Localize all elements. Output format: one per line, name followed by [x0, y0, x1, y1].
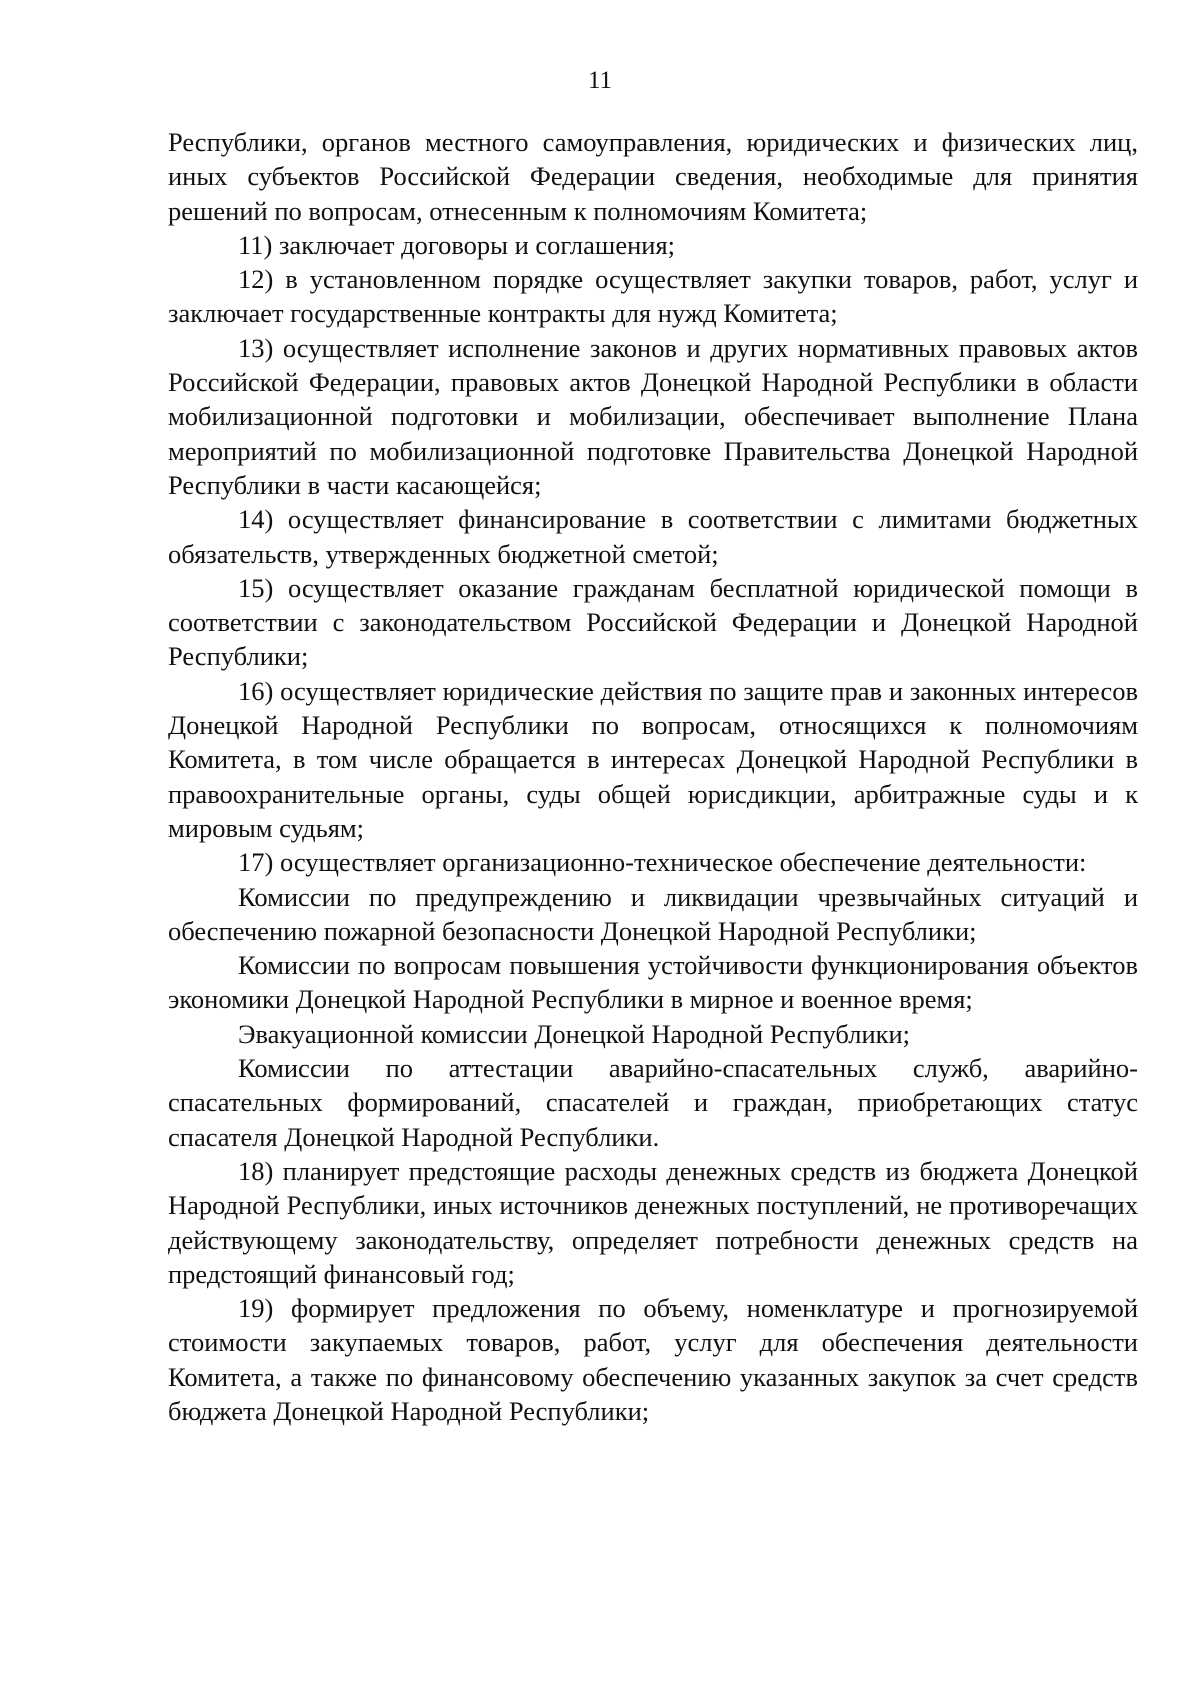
paragraph-item-13: 13) осуществляет исполнение законов и других нормативных правовых актов Российской Федерации, правовых актов Донецкой Народной Республики в области мобилизационной подготовки и мобилизации, обеспечивает выполнение Плана мероприятий по мобилизационной подготовке Правительства Донецкой Народной Республики в части касающейся;	[168, 332, 1138, 500]
document-body	[168, 125, 1138, 1428]
paragraph-commission-stability: Комиссии по вопросам повышения устойчивости функционирования объектов экономики Донецкой Народной Республики в мирное и военное время;	[168, 950, 1138, 1015]
paragraph-commission-attestation: Комиссии по аттестации аварийно-спасательных служб, аварийно-спасательных формирований, спасателей и граждан, приобретающих статус спасателя Донецкой Народной Республики.	[168, 1053, 1138, 1152]
paragraph-item-17: 17) осуществляет организационно-техническое обеспечение деятельности:	[238, 847, 1087, 878]
page-number: 11	[587, 67, 613, 94]
paragraph-item-19: 19) формирует предложения по объему, номенклатуре и прогнозируемой стоимости закупаемых товаров, работ, услуг для обеспечения деятельности Комитета, а также по финансовому обеспечению указанных закупок за счет средств бюджета Донецкой Народной Республики;	[168, 1293, 1138, 1426]
paragraph-item-18: 18) планирует предстоящие расходы денежных средств из бюджета Донецкой Народной Республики, иных источников денежных поступлений, не противоречащих действующему законодательству, определяет потребности денежных средств на предстоящий финансовый год;	[168, 1155, 1138, 1289]
paragraph-commission-evacuation: Эвакуационной комиссии Донецкой Народной Республики;	[238, 1018, 911, 1049]
paragraph-item-15: 15) осуществляет оказание гражданам бесплатной юридической помощи в соответствии с законодательством Российской Федерации и Донецкой Народной Республики;	[168, 572, 1138, 672]
paragraph-item-14: 14) осуществляет финансирование в соответствии с лимитами бюджетных обязательств, утвержденных бюджетной сметой;	[168, 504, 1138, 569]
paragraph-commission-emergency: Комиссии по предупреждению и ликвидации чрезвычайных ситуаций и обеспечению пожарной безопасности Донецкой Народной Республики;	[168, 881, 1138, 946]
paragraph-item-16: 16) осуществляет юридические действия по защите прав и законных интересов Донецкой Народной Республики по вопросам, относящихся к полномочиям Комитета, в том числе обращается в интересах Донецкой Народной Республики в правоохранительные органы, суды общей юрисдикции, арбитражные суды и к мировым судьям;	[168, 675, 1138, 843]
paragraph-continuation: Республики, органов местного самоуправления, юридических и физических лиц, иных субъектов Российской Федерации сведения, необходимые для принятия решений по вопросам, отнесенным к полномочиям Комитета;	[168, 127, 1138, 226]
paragraph-item-11: 11) заключает договоры и соглашения;	[238, 229, 676, 260]
paragraph-item-12: 12) в установленном порядке осуществляет закупки товаров, работ, услуг и заключает государственные контракты для нужд Комитета;	[168, 264, 1138, 329]
